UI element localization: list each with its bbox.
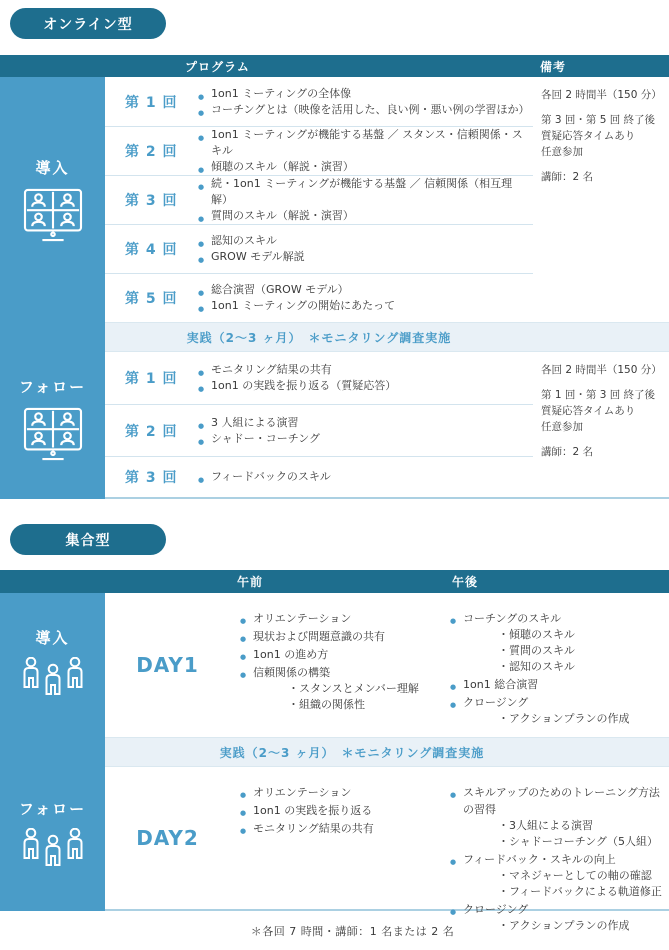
group-follow-phase: [0, 737, 105, 909]
agenda-subitem: ・傾聴のスキル: [498, 628, 575, 641]
program-row: [105, 456, 533, 497]
program-item: ● 3 人組による演習: [198, 415, 527, 431]
online-intro-block: [105, 77, 669, 322]
online-section: [0, 8, 669, 499]
agenda-item: ● オリエンテーション: [240, 784, 438, 801]
agenda-subitem: ・フィードバックによる軌道修正: [498, 885, 662, 898]
agenda-subitem: ・アクションプランの作成: [498, 712, 630, 725]
session-label: 第 5 回: [125, 291, 178, 307]
people-group-icon: [20, 828, 86, 874]
online-table-header: [0, 55, 669, 77]
program-item: ● 質問のスキル（解説・演習）: [198, 208, 527, 224]
session-label: 第 1 回: [125, 371, 178, 387]
program-column-header: プログラム: [185, 59, 250, 74]
afternoon-column-header: 午後: [452, 575, 479, 589]
group-type-badge: 集合型: [10, 524, 166, 555]
session-label: 第 2 回: [125, 423, 178, 440]
remarks-column-header: 備考: [540, 59, 567, 74]
session-label: 第 4 回: [125, 242, 178, 258]
program-item: ● 認知のスキル: [198, 233, 527, 249]
remark-duration: 各回 2 時間半（150 分）: [541, 89, 662, 101]
remark-qa: 第 1 回・第 3 回 終了後 質疑応答タイムあり 任意参加: [541, 389, 656, 433]
remark-instructors: 講師：2 名: [541, 446, 594, 458]
program-item: ● 総合演習（GROW モデル）: [198, 282, 527, 298]
program-item: ● コーチングとは（映像を活用した、良い例・悪い例の学習ほか）: [198, 102, 527, 118]
intro-phase-label: 導入: [35, 629, 70, 647]
agenda-subitem: ・認知のスキル: [498, 660, 575, 673]
people-group-icon: [20, 657, 86, 703]
intro-phase-label: 導入: [35, 158, 70, 177]
practice-period-label: 実践（2～3 ヶ月） ＊モニタリング調査実施: [186, 330, 452, 345]
session-label: 第 3 回: [125, 470, 178, 486]
online-follow-phase: [0, 322, 105, 497]
follow-phase-label: フォロー: [18, 800, 87, 818]
online-intro-phase: [0, 77, 105, 322]
online-follow-block: [105, 352, 669, 497]
agenda-item: ● 信頼関係の構築: [240, 664, 438, 681]
day1-morning-cell: [230, 593, 442, 737]
agenda-subitem: ・質問のスキル: [498, 644, 575, 657]
morning-column-header: 午前: [237, 575, 264, 589]
group-section: [0, 524, 669, 939]
agenda-item: ● スキルアップのためのトレーニング方法の習得: [450, 784, 665, 818]
practice-period-label: 実践（2～3 ヶ月） ＊モニタリング調査実施: [219, 745, 485, 760]
program-row: [105, 352, 533, 404]
intro-remarks: [533, 77, 669, 322]
agenda-item: ● 1on1 の実践を振り返る: [240, 802, 438, 819]
program-row: [105, 126, 533, 175]
follow-remarks: [533, 352, 669, 497]
program-row: [105, 273, 533, 322]
day2-morning-cell: [230, 767, 442, 909]
program-item: ● フィードバックのスキル: [198, 469, 527, 485]
day2-label: DAY2: [136, 826, 199, 850]
program-item: ● シャドー・コーチング: [198, 431, 527, 447]
agenda-subitem: ・組織の関係性: [288, 698, 365, 711]
remark-instructors: 講師：2 名: [541, 171, 594, 183]
agenda-item: ● クロージング: [450, 694, 665, 711]
follow-phase-label: フォロー: [18, 377, 87, 396]
program-row: [105, 224, 533, 273]
agenda-item: ● コーチングのスキル: [450, 610, 665, 627]
agenda-item: ● 1on1 の進め方: [240, 646, 438, 663]
video-call-icon: [22, 187, 84, 243]
agenda-subitem: ・シャドーコーチング（5人組）: [498, 835, 659, 848]
agenda-item: ● 1on1 総合演習: [450, 676, 665, 693]
group-table-header: [0, 570, 669, 593]
online-phase-sidebar: [0, 77, 105, 499]
agenda-item: ● 現状および問題意識の共有: [240, 628, 438, 645]
agenda-subitem: ・アクションプランの作成: [498, 919, 630, 932]
session-label: 第 1 回: [125, 94, 178, 111]
footnote: ＊各回 7 時間・講師：1 名または 2 名: [250, 925, 455, 938]
video-call-icon: [22, 406, 84, 462]
day1-afternoon-cell: [442, 593, 669, 737]
program-item: ● 傾聴のスキル（解説・演習）: [198, 159, 527, 175]
program-row: [105, 77, 533, 126]
session-label: 第 3 回: [125, 193, 178, 209]
online-program-table: [0, 55, 669, 499]
program-item: ● 続・1on1 ミーティングが機能する基盤 ／ 信頼関係（相互理解）: [198, 176, 527, 208]
program-item: ● 1on1 ミーティングの開始にあたって: [198, 298, 527, 314]
agenda-item: ● クロージング: [450, 901, 665, 918]
program-item: ● GROW モデル解説: [198, 249, 527, 265]
practice-period-band: [105, 737, 669, 767]
agenda-subitem: ・マネジャーとしての軸の確認: [498, 869, 652, 882]
program-item: ● 1on1 ミーティングが機能する基盤 ／ スタンス・信頼関係・スキル: [198, 127, 527, 159]
session-label: 第 2 回: [125, 144, 178, 160]
agenda-subitem: ・スタンスとメンバー理解: [288, 682, 419, 695]
day2-afternoon-cell: [442, 767, 669, 932]
program-item: ● 1on1 の実践を振り返る（質疑応答）: [198, 378, 527, 394]
day1-block: [105, 593, 669, 737]
group-phase-sidebar: [0, 593, 105, 911]
day1-label: DAY1: [136, 653, 199, 677]
program-item: ● 1on1 ミーティングの全体像: [198, 86, 527, 102]
agenda-item: ● オリエンテーション: [240, 610, 438, 627]
agenda-subitem: ・3人組による演習: [498, 819, 593, 832]
program-row: [105, 175, 533, 224]
practice-period-band: [105, 322, 669, 352]
program-item: ● モニタリング結果の共有: [198, 362, 527, 378]
agenda-item: ● フィードバック・スキルの向上: [450, 851, 665, 868]
program-row: [105, 404, 533, 456]
online-type-badge: オンライン型: [10, 8, 166, 39]
remark-qa: 第 3 回・第 5 回 終了後 質疑応答タイムあり 任意参加: [541, 114, 656, 158]
agenda-item: ● モニタリング結果の共有: [240, 820, 438, 837]
remark-duration: 各回 2 時間半（150 分）: [541, 364, 662, 376]
group-intro-phase: [0, 593, 105, 737]
